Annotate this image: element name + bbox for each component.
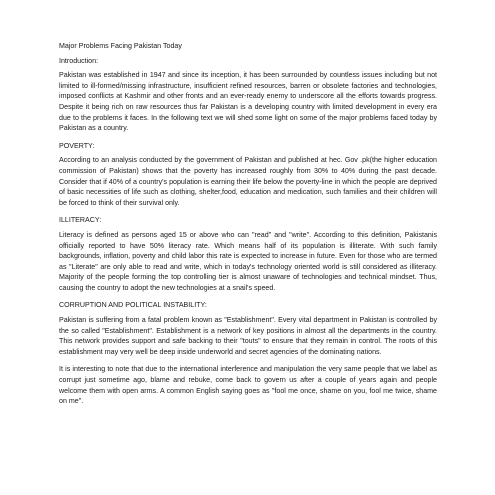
- illiteracy-paragraph: Literacy is defined as persons aged 15 or above who can "read" and "write". According to this definition, Pakistanis officially reported to have 50% literacy rate. Which means half of its population is illiterate. With such family backgrounds, inflation, poverty and child labor this rate is expected to increase in future. Even for those who are termed as "Literate" are only able to read and write, which in today's technology oriented world is still considered as illiteracy. Majority of the people forming the top controlling tier is almost unaware of technologies and technical mindset. Thus, causing the country to adopt the new technologies at a snail's speed.: [59, 230, 437, 292]
- document-body: [59, 41, 437, 414]
- section-heading-corruption: CORRUPTION AND POLITICAL INSTABILITY:: [59, 301, 207, 310]
- section-heading-introduction: Introduction:: [59, 56, 99, 65]
- corruption-paragraph-1: Pakistan is suffering from a fatal problem known as "Establishment". Every vital department in Pakistan is controlled by the so called "Establishment". Establishment is a network of key positions in almost all the departments in the country. This network provides support and safe backing to their "touts" to ensure that they remain in control. The roots of this establishment may very well be deep inside underworld and secret agencies of the dominating nations.: [59, 316, 437, 356]
- introduction-paragraph: Pakistan was established in 1947 and since its inception, it has been surrounded by countless issues including but not limited to ill-formed/missing infrastructure, insufficient refined resources, barren or obsolete factories and technologies, imposed conflicts at Kashmir and other fronts and an ever-ready enemy to underscore all the efforts towards progress. Despite it being rich on raw resources thus far Pakistan is a developing country with limited development in every era due to the problems it faces. In the following text we will shed some light on some of the major problems faced today by Pakistan as a country.: [59, 71, 437, 133]
- corruption-paragraph-2: It is interesting to note that due to the international interference and manipulation the very same people that we label as corrupt just sometime ago, blame and rebuke, come back to govern us after a couple of years again and people welcome them with open arms. A common English saying goes as "fool me once, shame on you, fool me twice, shame on me".: [59, 365, 437, 406]
- section-heading-illiteracy: ILLITERACY:: [59, 216, 102, 225]
- poverty-paragraph: According to an analysis conducted by the government of Pakistan and published at hec. Gov .pk(the higher education commission of Pakistan) shows that the poverty has increased roughly from 30% to 40% during the past decade. Consider that if 40% of a country's population is earning their life below the poverty-line in which the people are deprived of basic necessities of life such as clothing, shelter,food, education and medication, such families and their children will be forced to think of their survival only.: [59, 156, 437, 207]
- section-heading-poverty: POVERTY:: [59, 141, 95, 150]
- document-title: Major Problems Facing Pakistan Today: [59, 42, 182, 50]
